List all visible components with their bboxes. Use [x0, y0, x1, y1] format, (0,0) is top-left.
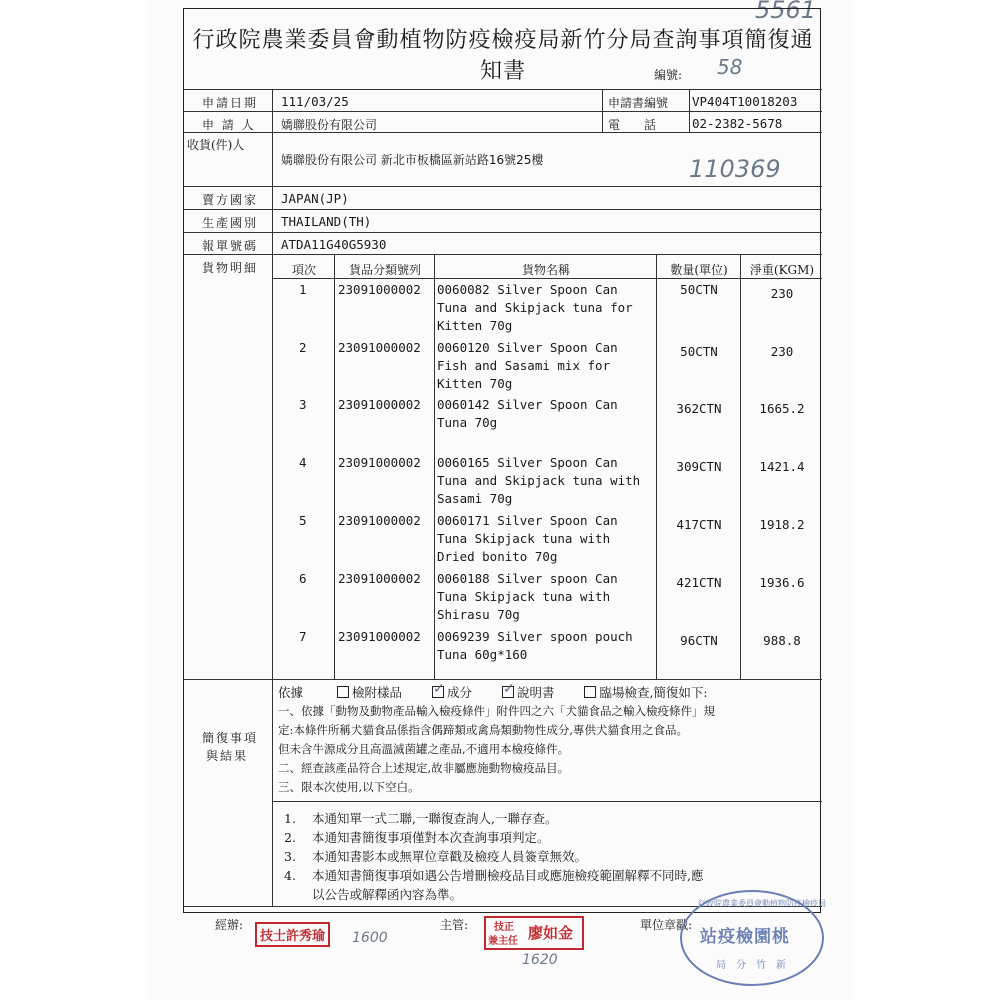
checkbox-onsite-label: 臨場檢查 [599, 685, 650, 700]
goods-label: 貨物明細 [202, 261, 259, 275]
seal-bottom-text: 局 分 竹 新 [716, 960, 786, 971]
item-quantity: 362CTN [676, 401, 722, 416]
apply-date-value: 111/03/25 [281, 94, 349, 109]
reply-line: 一、依據「動物及動物產品輸入檢疫條件」附件四之六「犬貓食品之輸入檢疫條件」規 [278, 704, 715, 718]
item-code: 23091000002 [338, 513, 421, 528]
reply-basis-row [278, 683, 708, 701]
item-no: 3 [299, 397, 307, 412]
seal-ring-text: 行政院農業委員會動植物防疫檢疫局 [698, 899, 826, 908]
form-title: 行政院農業委員會動植物防疫檢疫局新竹分局查詢事項簡復通知書 [192, 28, 814, 84]
item-name: 0060171 Silver Spoon Can Tuna Skipjack tuna with Dried bonito 70g [437, 513, 618, 564]
reply-line: 二、經查該產品符合上述規定,故非屬應施動物檢疫品目。 [278, 761, 570, 775]
corner-handwritten-number: 5561 [755, 0, 817, 24]
check-mark-icon: ✓ [502, 681, 515, 697]
supervisor-stamp [484, 916, 584, 950]
item-no: 6 [299, 571, 307, 586]
item-code: 23091000002 [338, 340, 421, 355]
item-name: 0069239 Silver spoon pouch Tuna 60g*160 [437, 629, 633, 662]
declaration-label: 報單號碼 [202, 239, 259, 253]
note-number: 2. [284, 830, 296, 845]
handler-stamp: 技士許秀瑜 [255, 922, 330, 947]
item-name: 0060120 Silver Spoon Can Fish and Sasami mix for Kitten 70g [437, 340, 618, 391]
consignee-value: 嬌聯股份有限公司 新北市板橋區新站路16號25樓 [281, 153, 544, 167]
item-weight: 1918.2 [759, 517, 805, 532]
declaration-value: ATDA11G40G5930 [281, 237, 387, 252]
item-name: 0060082 Silver Spoon Can Tuna and Skipjack tuna for Kitten 70g [437, 282, 633, 333]
item-code: 23091000002 [338, 282, 421, 297]
origin-label: 生產國別 [202, 216, 259, 230]
item-no: 2 [299, 340, 307, 355]
checkbox-manual-label: 說明書 [516, 685, 555, 700]
seller-country-value: JAPAN(JP) [281, 191, 349, 206]
consignee-label: 收貨(件)人 [187, 138, 245, 152]
item-code: 23091000002 [338, 571, 421, 586]
seal-center-text: 站疫檢園桃 [700, 927, 790, 947]
supervisor-title-top: 技正 [494, 922, 514, 933]
item-name: 0060165 Silver Spoon Can Tuna and Skipjack tuna with Sasami 70g [437, 455, 641, 506]
item-weight: 230 [770, 344, 794, 359]
item-weight: 230 [770, 286, 794, 301]
item-no: 5 [299, 513, 307, 528]
item-name: 0060188 Silver spoon Can Tuna Skipjack tuna with Shirasu 70g [437, 571, 618, 622]
checkbox-sample [337, 686, 349, 698]
unit-seal [680, 890, 824, 986]
header-code: 貨品分類號列 [348, 263, 421, 277]
note-text: 本通知單一式二聯,一聯復查詢人,一聯存查。 [312, 811, 558, 826]
check-mark-icon: ✓ [432, 681, 445, 697]
application-no-value: VP404T10018203 [692, 94, 798, 109]
note-text: 本通知書簡復事項如遇公告增刪檢疫品目或應施檢疫範圍解釋不同時,應 [312, 868, 704, 883]
reply-suffix: ,簡復如下: [649, 685, 708, 700]
item-weight: 1421.4 [759, 459, 805, 474]
checkbox-sample-label: 檢附樣品 [351, 685, 402, 700]
item-code: 23091000002 [338, 629, 421, 644]
serial-label: 編號: [654, 68, 683, 82]
item-quantity: 50CTN [680, 282, 718, 297]
phone-value: 02-2382-5678 [692, 116, 783, 131]
seller-country-label: 賣方國家 [202, 193, 259, 207]
application-no-label: 申請書編號 [608, 96, 669, 110]
notice-form [183, 8, 821, 913]
item-no: 7 [299, 629, 307, 644]
checkbox-manual [502, 681, 515, 698]
note-text: 以公告或解釋函內容為準。 [312, 887, 463, 902]
item-name: 0060142 Silver Spoon Can Tuna 70g [437, 397, 618, 430]
item-quantity: 417CTN [676, 517, 722, 532]
supervisor-title-bottom: 兼主任 [488, 936, 518, 947]
header-weight: 淨重(KGM) [749, 263, 815, 277]
applicant-value: 嬌聯股份有限公司 [281, 118, 378, 132]
header-quantity: 數量(單位) [670, 263, 728, 277]
basis-label: 依據 [278, 685, 304, 700]
note-text: 本通知書影本或無單位章戳及檢疫人員簽章無效。 [312, 849, 588, 864]
item-code: 23091000002 [338, 455, 421, 470]
item-quantity: 96CTN [680, 633, 718, 648]
receiver-handwritten-note: 110369 [689, 155, 781, 183]
item-weight: 1936.6 [759, 575, 805, 590]
reply-line: 三、限本次使用,以下空白。 [278, 780, 420, 794]
item-no: 1 [299, 282, 307, 297]
note-text: 本通知書簡復事項僅對本次查詢事項判定。 [312, 830, 550, 845]
note-number: 1. [284, 811, 296, 826]
applicant-label: 申 請 人 [202, 118, 256, 132]
reply-section-label-1: 簡復事項 [202, 731, 259, 745]
supervisor-name: 廖如金 [528, 924, 574, 942]
checkbox-ingredients-label: 成分 [446, 685, 472, 700]
item-weight: 988.8 [763, 633, 801, 648]
note-number: 4. [284, 868, 296, 883]
item-no: 4 [299, 455, 307, 470]
note-number: 3. [284, 849, 296, 864]
header-item-no: 項次 [291, 263, 316, 277]
supervisor-label: 主管: [440, 918, 469, 932]
unit-seal-label: 單位章戳: [640, 918, 693, 932]
header-name: 貨物名稱 [521, 263, 570, 277]
item-quantity: 309CTN [676, 459, 722, 474]
reply-line: 定:本條件所稱犬貓食品係指含偶蹄類或禽鳥類動物性成分,專供犬貓食用之食品。 [278, 723, 689, 737]
item-quantity: 50CTN [680, 344, 718, 359]
reply-section-label-2: 與結果 [206, 749, 249, 763]
item-code: 23091000002 [338, 397, 421, 412]
phone-label: 電 話 [608, 118, 657, 132]
handler-signature: 1600 [352, 930, 388, 946]
checkbox-onsite [584, 686, 596, 698]
supervisor-signature: 1620 [522, 952, 558, 968]
apply-date-label: 申請日期 [202, 96, 259, 110]
serial-number: 58 [717, 55, 743, 79]
checkbox-ingredients [432, 681, 445, 698]
handler-label: 經辦: [215, 918, 244, 932]
item-quantity: 421CTN [676, 575, 722, 590]
origin-value: THAILAND(TH) [281, 214, 372, 229]
item-weight: 1665.2 [759, 401, 805, 416]
reply-line: 但未含牛源成分且高溫滅菌罐之產品,不適用本檢疫條件。 [278, 742, 570, 756]
